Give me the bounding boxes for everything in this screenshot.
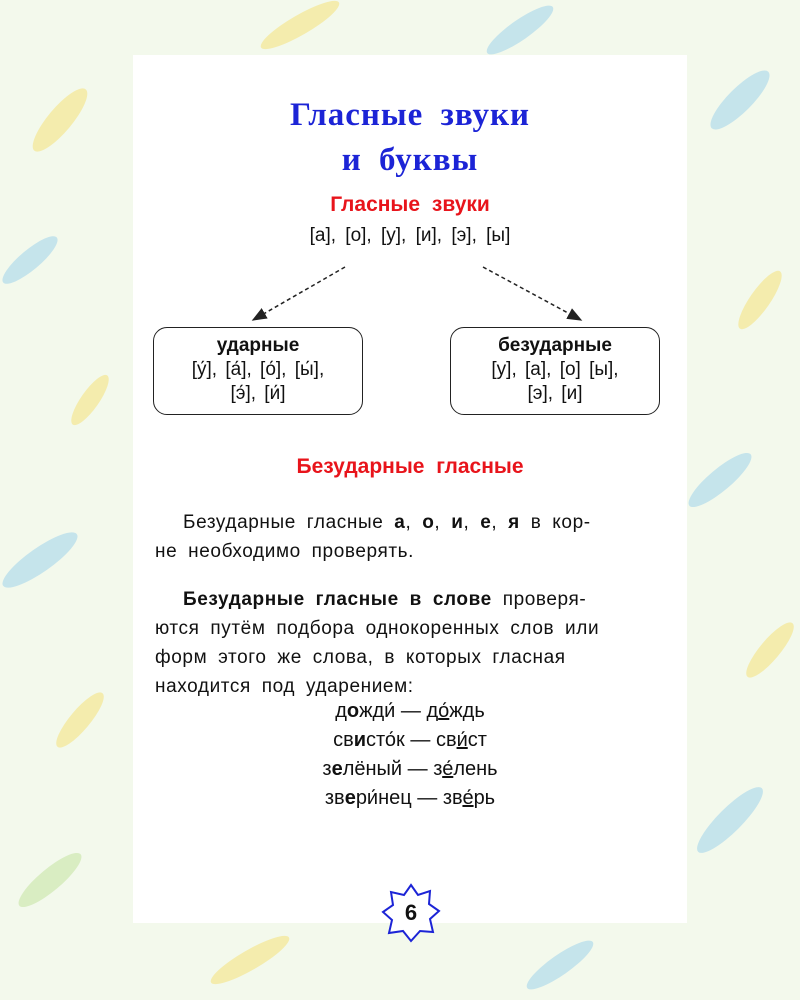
comma: , [463,512,481,533]
para1-line-1 [155,508,665,537]
vowel-sounds-list: [а], [о], [у], [и], [э], [ы] [309,225,511,246]
para2-line-3: форм этого же слова, в которых гласная [155,647,566,668]
page-number: 6 [404,900,418,925]
unstressed-line-2: [э], [и] [527,383,583,404]
letter-ya: я [508,512,520,533]
w: ждь [449,700,485,722]
stressed-vowel: и́ [456,729,468,751]
dash: — [404,729,436,751]
page-number-badge [381,883,441,943]
vowel: е [331,758,343,780]
unstressed-title: безударные [498,335,612,356]
dash: — [402,758,434,780]
w: рь [473,787,496,809]
unstressed-box [450,327,660,415]
example-row [133,697,687,726]
example-row [133,784,687,813]
w: лень [453,758,498,780]
w: зв [324,787,345,809]
w: св [333,729,354,751]
w: д [426,700,439,722]
stressed-box [153,327,363,415]
stressed-title: ударные [216,335,300,356]
dash: — [411,787,443,809]
w: зв [442,787,463,809]
w: св [435,729,457,751]
para2-text: проверя- [491,589,587,610]
letter-o: о [422,512,435,533]
w: д [335,700,347,722]
para2-line-1 [155,585,665,614]
stressed-vowel: е́ [462,787,474,809]
para2-line-2: ются путём подбора однокоренных слов или [155,618,600,639]
rule-paragraph-2 [155,585,665,701]
w: лёный [342,758,403,780]
stressed-line-2: [э́], [и́] [230,383,286,404]
title-line-2: и буквы [341,142,479,178]
examples-list [133,697,687,813]
dash: — [395,700,427,722]
w: з [322,758,332,780]
stressed-vowel: о́ [438,700,450,722]
vowel: и [353,729,366,751]
example-row [133,755,687,784]
comma: , [405,512,423,533]
w: з [433,758,443,780]
vowel: о [346,700,360,722]
arrow-left [253,267,345,320]
para2-bold: Безударные гласные в слове [183,589,492,610]
para1-line-2: не необходимо проверять. [155,541,415,562]
letter-i: и [451,512,464,533]
unstressed-vowels-heading: Безударные гласные [296,455,524,478]
stressed-line-1: [у́], [а́], [о́], [ы́], [191,359,325,380]
comma: , [434,512,452,533]
example-row [133,726,687,755]
para1-text-a: Безударные гласные [183,512,395,533]
title-line-1: Гласные звуки [289,97,531,133]
page-content [133,55,687,923]
comma: , [491,512,509,533]
w: жди́ [359,700,396,722]
rule-paragraph-1 [155,508,665,566]
para1-text-b: в кор- [519,512,591,533]
w: сто́к [366,729,405,751]
stressed-vowel: е́ [442,758,454,780]
w: ст [467,729,487,751]
vowel-sounds-heading: Гласные звуки [330,193,490,216]
w: ри́нец [355,787,412,809]
unstressed-line-1: [у], [а], [о] [ы], [491,359,619,380]
vowel: е [344,787,356,809]
para2-line-4: находится под ударением: [155,676,414,697]
arrow-right [483,267,581,320]
letter-e: е [480,512,492,533]
letter-a: а [394,512,406,533]
